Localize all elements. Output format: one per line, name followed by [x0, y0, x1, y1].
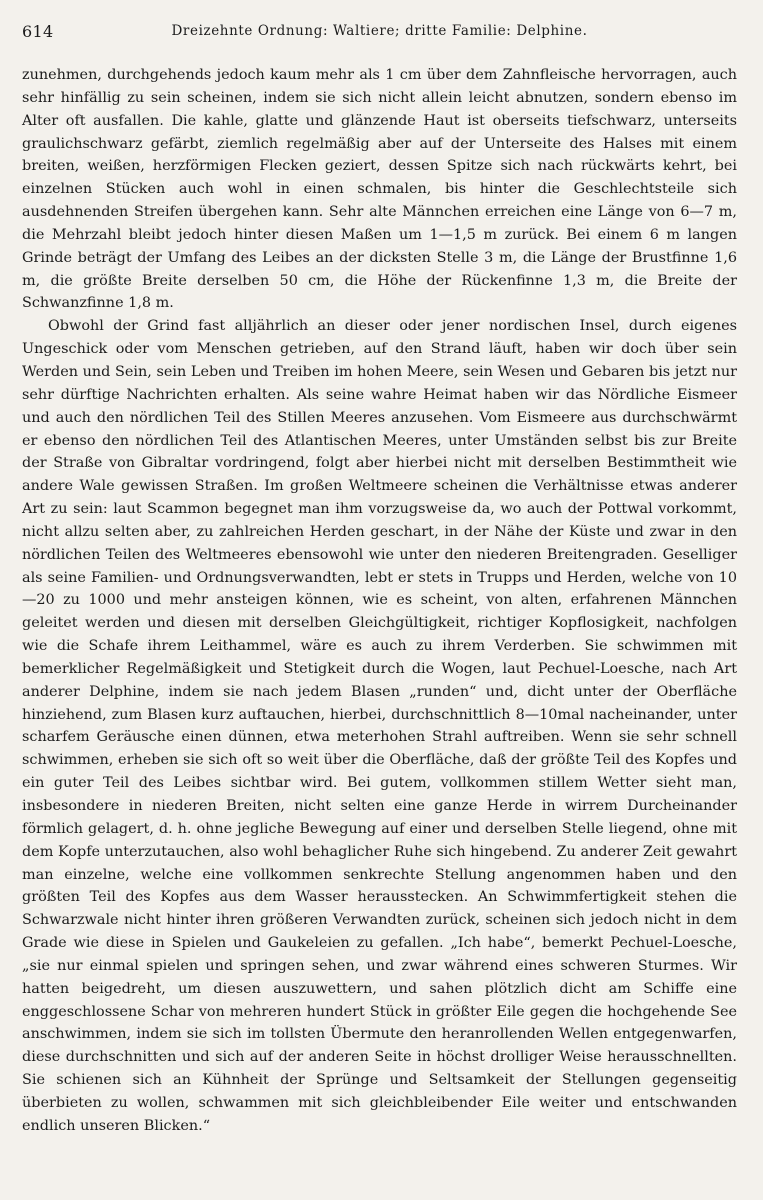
running-head [22, 20, 737, 46]
body-text [22, 64, 737, 1138]
paragraph-teeth-and-size: zunehmen, durchgehends jedoch kaum mehr als 1 cm über dem Zahnfleische hervorragen, auch sehr hinfällig zu sein scheinen, indem sie sich nicht allein leicht abnutzen, sondern ebenso im Alter oft ausfallen. Die kahle, glatte und glänzende Haut ist oberseits tiefschwarz, unterseits graulichschwarz gefärbt, ziemlich regelmäßig aber auf der Unterseite des Halses mit einem breiten, weißen, herzförmigen Flecken geziert, dessen Spitze sich nach rückwärts kehrt, bei einzelnen Stücken auch wohl in einen schmalen, bis hinter die Geschlechtsteile sich ausdehnenden Streifen übergehen kann. Sehr alte Männchen erreichen eine Länge von 6—7 m, die Mehrzahl bleibt jedoch hinter diesen Maßen um 1—1,5 m zurück. Bei einem 6 m langen Grinde beträgt der Umfang des Leibes an der dicksten Stelle 3 m, die Länge der Brustfinne 1,6 m, die größte Breite derselben 50 cm, die Höhe der Rückenfinne 1,3 m, die Breite der Schwanzfinne 1,8 m. [22, 67, 737, 312]
running-title: Dreizehnte Ordnung: Waltiere; dritte Familie: Delphine. [171, 23, 588, 39]
paragraph-habits-and-range: Obwohl der Grind fast alljährlich an dieser oder jener nordischen Insel, durch eigenes Ungeschick oder vom Menschen getrieben, auf den Strand läuft, haben wir doch über sein Werden und Sein, sein Leben und Treiben im hohen Meere, sein Wesen und Gebaren bis jetzt nur sehr dürftige Nachrichten erhalten. Als seine wahre Heimat haben wir das Nördliche Eismeer und auch den nördlichen Teil des Stillen Meeres anzusehen. Vom Eismeere aus durchschwärmt er ebenso den nördlichen Teil des Atlantischen Meeres, unter Umständen selbst bis zur Breite der Straße von Gibraltar vordringend, folgt aber hierbei nicht mit derselben Bestimmtheit wie andere Wale gewissen Straßen. Im großen Weltmeere scheinen die Verhältnisse etwas anderer Art zu sein: laut Scammon begegnet man ihm vorzugsweise da, wo auch der Pottwal vorkommt, nicht allzu selten aber, zu zahlreichen Herden geschart, in der Nähe der Küste und zwar in den nördlichen Teilen des Weltmeeres ebensowohl wie unter den niederen Breitengraden. Geselliger als seine Familien- und Ordnungsverwandten, lebt er stets in Trupps und Herden, welche von 10—20 zu 1000 und mehr ansteigen können, wie es scheint, von alten, erfahrenen Männchen geleitet werden und diesen mit derselben Gleichgültigkeit, richtiger Kopflosigkeit, nachfolgen wie die Schafe ihrem Leithammel, wäre es auch zu ihrem Verderben. Sie schwimmen mit bemerklicher Regelmäßigkeit und Stetigkeit durch die Wogen, laut Pechuel-Loesche, nach Art anderer Delphine, indem sie nach jedem Blasen „runden“ und, dicht unter der Oberfläche hinziehend, zum Blasen kurz auftauchen, hierbei, durchschnittlich 8—10mal nacheinander, unter scharfem Geräusche einen dünnen, etwa meterhohen Strahl auftreiben. Wenn sie sehr schnell schwimmen, erheben sie sich oft so weit über die Oberfläche, daß der größte Teil des Kopfes und ein guter Teil des Leibes sichtbar wird. Bei gutem, vollkommen stillem Wetter sieht man, insbesondere in niederen Breiten, nicht selten eine ganze Herde in wirrem Durcheinander förmlich gelagert, d. h. ohne jegliche Bewegung auf einer und derselben Stelle liegend, ohne mit dem Kopfe unterzutauchen, also wohl behaglicher Ruhe sich hingebend. Zu anderer Zeit gewahrt man einzelne, welche eine vollkommen senkrechte Stellung angenommen haben und den größten Teil des Kopfes aus dem Wasser herausstecken. An Schwimmfertigkeit stehen die Schwarzwale nicht hinter ihren größeren Verwandten zurück, scheinen sich jedoch nicht in dem Grade wie diese in Spielen und Gaukeleien zu gefallen. „Ich habe“, bemerkt Pechuel-Loesche, „sie nur einmal spielen und springen sehen, und zwar während eines schweren Sturmes. Wir hatten beigedreht, um diesen auszuwettern, und sahen plötzlich dicht am Schiffe eine enggeschlossene Schar von mehreren hundert Stück in größter Eile gegen die hochgehende See anschwimmen, indem sie sich im tollsten Übermute den heranrollenden Wellen entgegenwarfen, diese durchschnitten und sich auf der anderen Seite in höchst drolliger Weise herausschnellten. Sie schienen sich an Kühnheit der Sprünge und Seltsamkeit der Stellungen gegenseitig überbieten zu wollen, schwammen mit sich gleichbleibender Eile weiter und entschwanden endlich unseren Blicken.“ [22, 318, 737, 1134]
page-number: 614 [22, 22, 54, 41]
